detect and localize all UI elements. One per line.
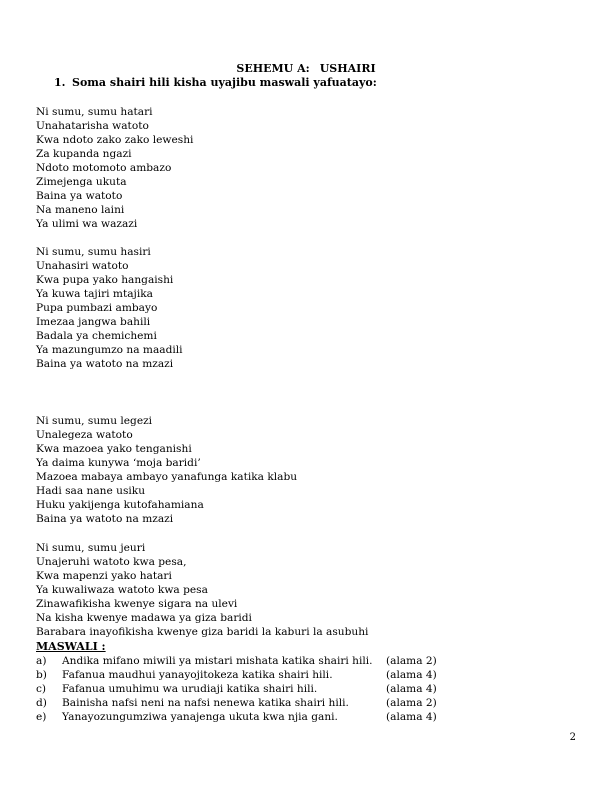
poem-line: Ya daima kunywa ‘moja baridi’ [36, 457, 201, 469]
poem-line: Mazoea mabaya ambayo yanafunga katika klabu [36, 471, 298, 483]
poem-line: Zimejenga ukuta [36, 176, 127, 188]
poem-line: Huku yakijenga kutofahamiana [36, 499, 204, 511]
question-marks: (alama 4) [386, 711, 437, 723]
question-letter: a) [36, 655, 47, 667]
question-item [36, 654, 456, 668]
poem-line: Unahatarisha watoto [36, 120, 149, 132]
poem-line: Kwa mazoea yako tenganishi [36, 443, 192, 455]
question-letter: e) [36, 711, 47, 723]
poem-stanza-1 [36, 105, 193, 231]
question-text: Fafanua maudhui yanayojitokeza katika shairi hili. [62, 669, 333, 681]
question-text: Bainisha nafsi neni na nafsi nenewa katika shairi hili. [62, 697, 349, 709]
question-instruction [54, 76, 377, 89]
poem-line: Ni sumu, sumu hatari [36, 106, 153, 118]
poem-line: Ya ulimi wa wazazi [36, 218, 138, 230]
poem-line: Na maneno laini [36, 204, 125, 216]
instruction-text: Soma shairi hili kisha uyajibu maswali yafuatayo: [72, 76, 377, 89]
poem-line: Zinawafikisha kwenye sigara na ulevi [36, 598, 238, 610]
poem-line: Na kisha kwenye madawa ya giza baridi [36, 612, 252, 624]
question-letter: b) [36, 669, 47, 681]
poem-stanza-3 [36, 414, 297, 526]
poem-line: Unalegeza watoto [36, 429, 133, 441]
poem-line: Unahasiri watoto [36, 260, 129, 272]
question-marks: (alama 4) [386, 683, 437, 695]
question-letter: d) [36, 697, 47, 709]
question-item [36, 710, 456, 724]
question-marks: (alama 2) [386, 697, 437, 709]
poem-line: Kwa mapenzi yako hatari [36, 570, 172, 582]
question-letter: c) [36, 683, 47, 695]
section-name: USHAIRI [319, 62, 376, 75]
poem-stanza-2 [36, 245, 183, 371]
section-label: SEHEMU A: [236, 62, 310, 75]
poem-line: Ni sumu, sumu legezi [36, 415, 153, 427]
question-text: Andika mifano miwili ya mistari mishata katika shairi hili. [62, 655, 373, 667]
question-text: Yanayozungumziwa yanajenga ukuta kwa njia gani. [62, 711, 338, 723]
poem-line: Ya mazungumzo na maadili [36, 344, 183, 356]
question-marks: (alama 4) [386, 669, 437, 681]
poem-line: Ya kuwaliwaza watoto kwa pesa [36, 584, 208, 596]
question-number: 1. [54, 76, 66, 89]
question-item [36, 696, 456, 710]
poem-stanza-4 [36, 541, 368, 639]
question-text: Fafanua umuhimu wa urudiaji katika shairi hili. [62, 683, 318, 695]
question-item [36, 668, 456, 682]
poem-line: Badala ya chemichemi [36, 330, 157, 342]
poem-line: Kwa pupa yako hangaishi [36, 274, 174, 286]
poem-line: Unajeruhi watoto kwa pesa, [36, 556, 187, 568]
poem-line: Ndoto motomoto ambazo [36, 162, 172, 174]
question-marks: (alama 2) [386, 655, 437, 667]
poem-line: Baina ya watoto [36, 190, 123, 202]
poem-line: Pupa pumbazi ambayo [36, 302, 158, 314]
section-heading [0, 62, 612, 75]
questions-list [36, 654, 456, 724]
poem-line: Barabara inayofikisha kwenye giza baridi la kaburi la asubuhi [36, 626, 369, 638]
questions-heading: MASWALI : [36, 640, 106, 653]
poem-line: Baina ya watoto na mzazi [36, 513, 174, 525]
poem-line: Kwa ndoto zako zako leweshi [36, 134, 194, 146]
poem-line: Ni sumu, sumu jeuri [36, 542, 146, 554]
question-item [36, 682, 456, 696]
poem-line: Imezaa jangwa bahili [36, 316, 151, 328]
poem-line: Ni sumu, sumu hasiri [36, 246, 151, 258]
poem-line: Baina ya watoto na mzazi [36, 358, 174, 370]
poem-line: Ya kuwa tajiri mtajika [36, 288, 153, 300]
page-number: 2 [569, 732, 576, 743]
poem-line: Za kupanda ngazi [36, 148, 132, 160]
poem-line: Hadi saa nane usiku [36, 485, 146, 497]
